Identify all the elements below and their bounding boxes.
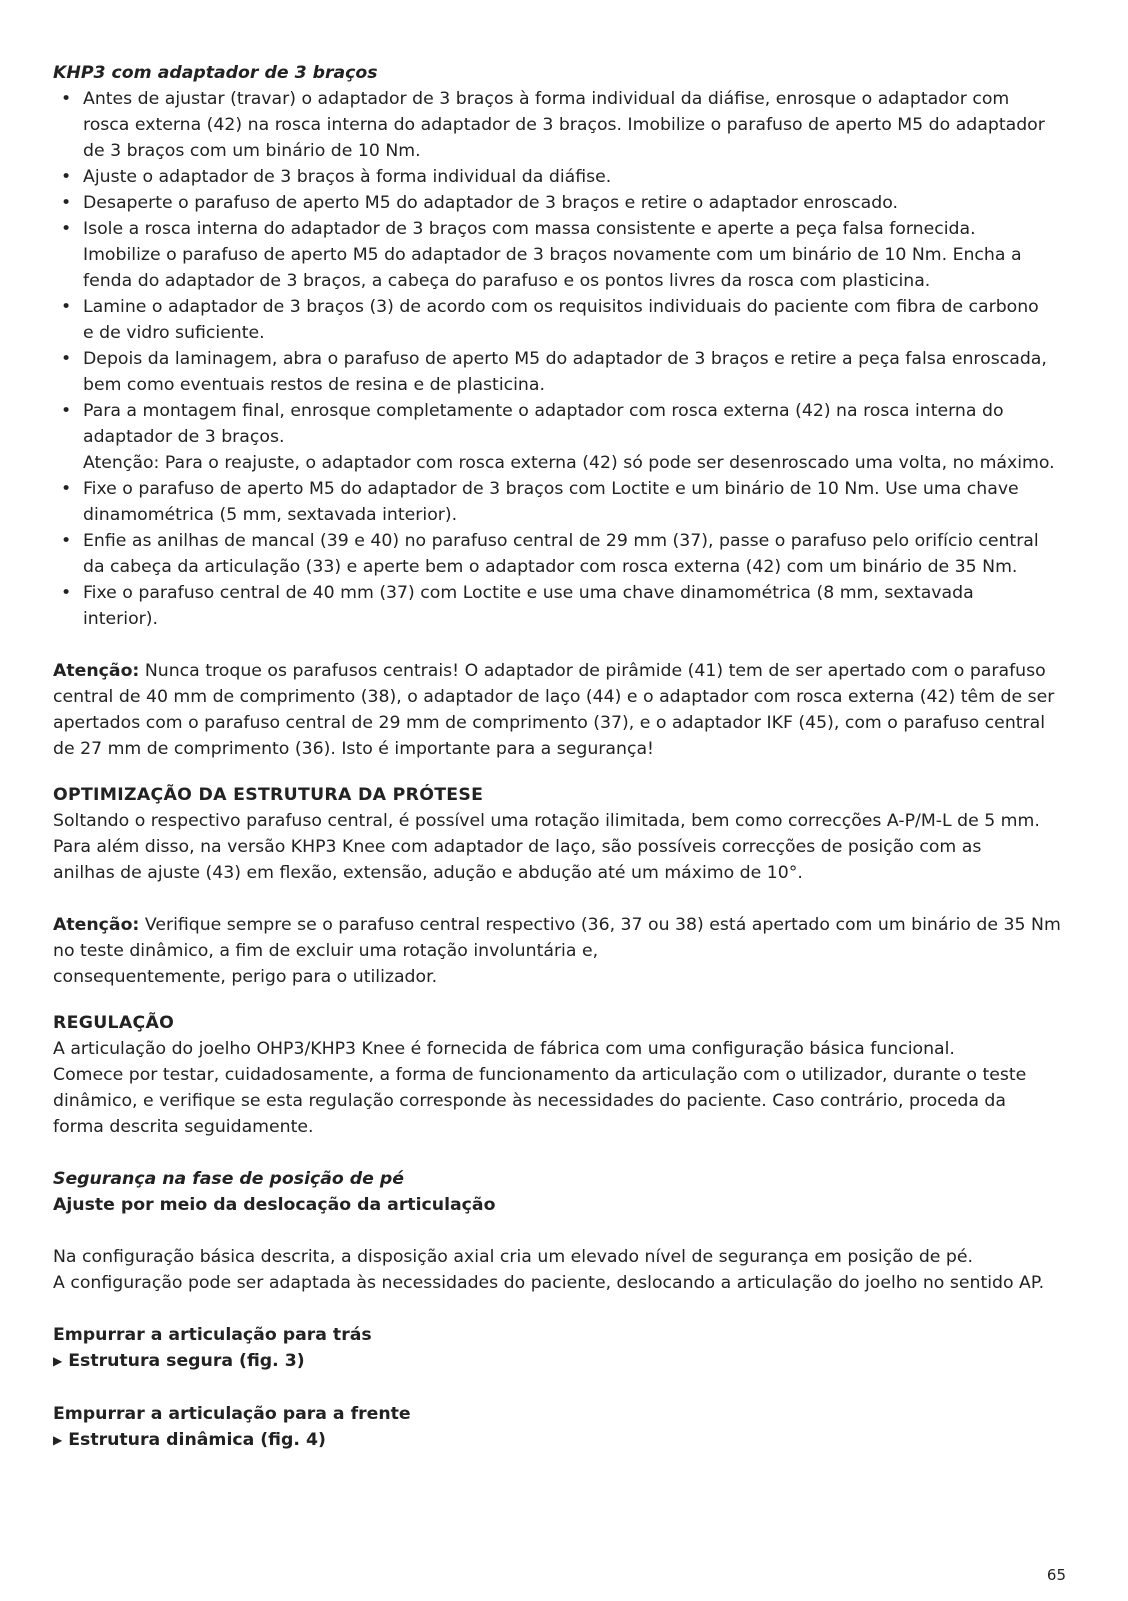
list-item-line: • Lamine o adaptador de 3 braços (3) de acordo com os requisitos individuais do paciente com fibra de carbono bbox=[83, 297, 1039, 317]
list-item-line: e de vidro suficiente. bbox=[83, 323, 265, 343]
body-text-line: A configuração pode ser adaptada às necessidades do paciente, deslocando a articulação do joelho no sentido AP. bbox=[53, 1273, 1045, 1293]
push-front-title: Empurrar a articulação para a frente bbox=[53, 1404, 411, 1424]
list-item bbox=[53, 86, 1083, 164]
list-item bbox=[53, 346, 1083, 398]
list-item bbox=[53, 476, 1083, 528]
section-body-regulacao bbox=[53, 1036, 1083, 1140]
list-item-line: bem como eventuais restos de resina e de plasticina. bbox=[83, 375, 545, 395]
body-text-line: dinâmico, e verifique se esta regulação corresponde às necessidades do paciente. Caso contrário, proceda da bbox=[53, 1091, 1006, 1111]
warning-text-line: de 27 mm de comprimento (36). Isto é importante para a segurança! bbox=[53, 739, 654, 759]
page-number: 65 bbox=[1046, 1566, 1066, 1584]
list-item-line: da cabeça da articulação (33) e aperte bem o adaptador com rosca externa (42) com um binário de 35 Nm. bbox=[83, 557, 1018, 577]
list-item-line: • Antes de ajustar (travar) o adaptador de 3 braços à forma individual da diáfise, enrosque o adaptador com bbox=[83, 89, 1010, 109]
section-title-regulacao: REGULAÇÃO bbox=[53, 1013, 175, 1033]
section-body-ajuste bbox=[53, 1244, 1083, 1296]
list-item-line: Imobilize o parafuso de aperto M5 do adaptador de 3 braços novamente com um binário de 10 Nm. Encha a bbox=[83, 245, 1022, 265]
list-item bbox=[53, 190, 1083, 216]
body-text-line: Para além disso, na versão KHP3 Knee com adaptador de laço, são possíveis correcções de posição com as bbox=[53, 837, 982, 857]
body-text-line: A articulação do joelho OHP3/KHP3 Knee é fornecida de fábrica com uma configuração básica funcional. bbox=[53, 1039, 955, 1059]
warning-text-line: consequentemente, perigo para o utilizador. bbox=[53, 967, 438, 987]
list-item-line: • Desaperte o parafuso de aperto M5 do adaptador de 3 braços e retire o adaptador enroscado. bbox=[83, 193, 898, 213]
list-item-line: • Fixe o parafuso central de 40 mm (37) com Loctite e use uma chave dinamométrica (8 mm, sextavada bbox=[83, 583, 974, 603]
warning-text-line: central de 40 mm de comprimento (38), o adaptador de laço (44) e o adaptador com rosca externa (42) têm de ser bbox=[53, 687, 1055, 707]
instruction-list bbox=[53, 86, 1083, 632]
list-item-line: de 3 braços com um binário de 10 Nm. bbox=[83, 141, 421, 161]
warning-text-line: Verifique sempre se o parafuso central respectivo (36, 37 ou 38) está apertado com um binário de 35 Nm bbox=[139, 915, 1061, 935]
section-title-optimizacao: OPTIMIZAÇÃO DA ESTRUTURA DA PRÓTESE bbox=[53, 785, 484, 805]
body-text-line: Soltando o respectivo parafuso central, é possível uma rotação ilimitada, bem como correcções A-P/M-L de 5 mm. bbox=[53, 811, 1040, 831]
warning-central-screws bbox=[53, 658, 1083, 762]
triangle-right-icon: ▶ bbox=[53, 1354, 63, 1368]
warning-label: Atenção: bbox=[53, 915, 140, 935]
warning-text-line: no teste dinâmico, a fim de excluir uma rotação involuntária e, bbox=[53, 941, 599, 961]
warning-label: Atenção: bbox=[53, 661, 140, 681]
body-text-line: forma descrita seguidamente. bbox=[53, 1117, 314, 1137]
list-item-line: interior). bbox=[83, 609, 158, 629]
warning-text-line: Nunca troque os parafusos centrais! O adaptador de pirâmide (41) tem de ser apertado com o parafuso bbox=[139, 661, 1046, 681]
push-back-title: Empurrar a articulação para trás bbox=[53, 1325, 372, 1345]
section-heading-khp3-adaptador: KHP3 com adaptador de 3 braços bbox=[53, 63, 378, 83]
body-text-line: anilhas de ajuste (43) em flexão, extensão, adução e abdução até um máximo de 10°. bbox=[53, 863, 803, 883]
list-item-line: fenda do adaptador de 3 braços, a cabeça do parafuso e os pontos livres da rosca com plasticina. bbox=[83, 271, 931, 291]
list-item bbox=[53, 580, 1083, 632]
list-item-line: dinamométrica (5 mm, sextavada interior). bbox=[83, 505, 458, 525]
list-item bbox=[53, 398, 1083, 476]
list-item-line: • Ajuste o adaptador de 3 braços à forma individual da diáfise. bbox=[83, 167, 612, 187]
push-front-result-text: Estrutura dinâmica (fig. 4) bbox=[68, 1430, 326, 1450]
list-item-line: adaptador de 3 braços. bbox=[83, 427, 285, 447]
triangle-right-icon: ▶ bbox=[53, 1433, 63, 1447]
list-item-line: • Enfie as anilhas de mancal (39 e 40) no parafuso central de 29 mm (37), passe o parafuso pelo orifício central bbox=[83, 531, 1039, 551]
subsection-subtitle-ajuste: Ajuste por meio da deslocação da articulação bbox=[53, 1195, 496, 1215]
body-text-line: Na configuração básica descrita, a disposição axial cria um elevado nível de segurança em posição de pé. bbox=[53, 1247, 974, 1267]
push-front-result bbox=[53, 1427, 1083, 1454]
list-item-line: • Isole a rosca interna do adaptador de 3 braços com massa consistente e aperte a peça falsa fornecida. bbox=[83, 219, 976, 239]
list-item bbox=[53, 216, 1083, 294]
warning-dynamic-test bbox=[53, 912, 1083, 990]
list-item-line: rosca externa (42) na rosca interna do adaptador de 3 braços. Imobilize o parafuso de aperto M5 do adaptador bbox=[83, 115, 1045, 135]
list-item-line: • Fixe o parafuso de aperto M5 do adaptador de 3 braços com Loctite e um binário de 10 Nm. Use uma chave bbox=[83, 479, 1019, 499]
list-item-line: • Para a montagem final, enrosque completamente o adaptador com rosca externa (42) na rosca interna do bbox=[83, 401, 1004, 421]
body-text-line: Comece por testar, cuidadosamente, a forma de funcionamento da articulação com o utilizador, durante o teste bbox=[53, 1065, 1027, 1085]
warning-text-line: apertados com o parafuso central de 29 mm de comprimento (37), e o adaptador IKF (45), com o parafuso central bbox=[53, 713, 1046, 733]
list-item-line: • Depois da laminagem, abra o parafuso de aperto M5 do adaptador de 3 braços e retire a peça falsa enroscada, bbox=[83, 349, 1047, 369]
section-body-optimizacao bbox=[53, 808, 1083, 886]
push-back-result bbox=[53, 1348, 1083, 1375]
list-item bbox=[53, 528, 1083, 580]
subsection-title-seguranca: Segurança na fase de posição de pé bbox=[53, 1169, 404, 1189]
list-item bbox=[53, 164, 1083, 190]
list-item-line: Atenção: Para o reajuste, o adaptador com rosca externa (42) só pode ser desenroscado uma volta, no máximo. bbox=[83, 453, 1055, 473]
document-page bbox=[53, 60, 1083, 1454]
push-back-result-text: Estrutura segura (fig. 3) bbox=[68, 1351, 305, 1371]
list-item bbox=[53, 294, 1083, 346]
